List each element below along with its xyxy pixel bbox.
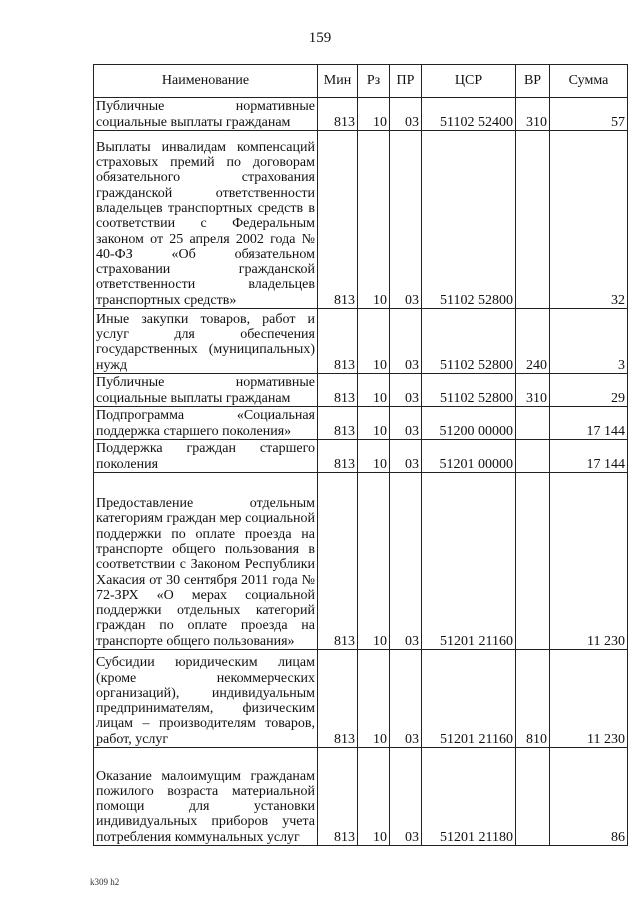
row-min: 813 [318,374,358,407]
row-vr [516,440,550,473]
row-pr: 03 [390,473,422,650]
row-pr: 03 [390,748,422,846]
row-csr: 51201 21180 [422,748,516,846]
row-rz: 10 [358,440,390,473]
page-number: 159 [308,30,332,46]
row-vr [516,131,550,309]
header-sum: Сумма [550,65,628,98]
table-row [94,650,628,748]
row-vr [516,473,550,650]
row-name: Предоставление отдельным категориям граждан мер социальной поддержки по оплате проезда на транспорте общего пользования в соответствии с Законом Республики Хакасия от 30 сентября 2011 года № 72-ЗРХ «О мерах социальной поддержки отдельных категорий граждан по оплате проезда на транспорте общего пользования» [94,473,318,650]
header-vr: ВР [516,65,550,98]
row-vr: 310 [516,98,550,131]
row-min: 813 [318,650,358,748]
row-name: Выплаты инвалидам компенсаций страховых премий по договорам обязательного страхования гражданской ответственности владельцев транспортных средств в соответствии с Федеральным законом от 25 апреля 2002 года № 40-ФЗ «Об обязательном страховании гражданской ответственности владельцев транспортных средств» [94,131,318,309]
row-csr: 51201 00000 [422,440,516,473]
row-min: 813 [318,98,358,131]
table-row [94,440,628,473]
row-min: 813 [318,407,358,440]
row-name: Оказание малоимущим гражданам пожилого возраста материальной помощи для установки индивидуальных приборов учета потребления коммунальных услуг [94,748,318,846]
table-row [94,473,628,650]
row-pr: 03 [390,407,422,440]
row-csr: 51102 52800 [422,309,516,374]
row-pr: 03 [390,650,422,748]
row-sum: 17 144 [550,440,628,473]
table-row [94,131,628,309]
row-rz: 10 [358,98,390,131]
row-vr [516,407,550,440]
header-csr: ЦСР [422,65,516,98]
row-csr: 51201 21160 [422,650,516,748]
row-vr: 810 [516,650,550,748]
row-rz: 10 [358,473,390,650]
row-pr: 03 [390,131,422,309]
table-row [94,309,628,374]
header-min: Мин [318,65,358,98]
row-name: Подпрограмма «Социальная поддержка старшего поколения» [94,407,318,440]
row-sum: 3 [550,309,628,374]
row-min: 813 [318,748,358,846]
row-min: 813 [318,440,358,473]
row-sum: 11 230 [550,473,628,650]
row-sum: 32 [550,131,628,309]
row-rz: 10 [358,407,390,440]
row-csr: 51102 52800 [422,374,516,407]
row-name: Иные закупки товаров, работ и услуг для обеспечения государственных (муниципальных) нужд [94,309,318,374]
row-csr: 51201 21160 [422,473,516,650]
row-rz: 10 [358,131,390,309]
row-min: 813 [318,309,358,374]
budget-table [93,64,628,846]
row-sum: 11 230 [550,650,628,748]
row-sum: 17 144 [550,407,628,440]
row-name: Публичные нормативные социальные выплаты гражданам [94,98,318,131]
header-rz: Рз [358,65,390,98]
row-vr [516,748,550,846]
row-pr: 03 [390,440,422,473]
row-vr: 310 [516,374,550,407]
row-sum: 29 [550,374,628,407]
table-header-row [94,65,628,98]
row-vr: 240 [516,309,550,374]
header-name: Наименование [94,65,318,98]
row-rz: 10 [358,309,390,374]
row-min: 813 [318,131,358,309]
table-row [94,748,628,846]
row-csr: 51102 52800 [422,131,516,309]
row-csr: 51200 00000 [422,407,516,440]
row-csr: 51102 52400 [422,98,516,131]
row-sum: 86 [550,748,628,846]
row-name: Публичные нормативные социальные выплаты гражданам [94,374,318,407]
row-pr: 03 [390,98,422,131]
table-row [94,407,628,440]
row-name: Поддержка граждан старшего поколения [94,440,318,473]
table-row [94,374,628,407]
header-pr: ПР [390,65,422,98]
row-name: Субсидии юридическим лицам (кроме некоммерческих организаций), индивидуальным предпринимателям, физическим лицам – производителям товаров, работ, услуг [94,650,318,748]
table-row [94,98,628,131]
footer-code: k309 h2 [90,877,120,887]
row-sum: 57 [550,98,628,131]
row-min: 813 [318,473,358,650]
row-pr: 03 [390,374,422,407]
row-pr: 03 [390,309,422,374]
row-rz: 10 [358,748,390,846]
row-rz: 10 [358,650,390,748]
row-rz: 10 [358,374,390,407]
